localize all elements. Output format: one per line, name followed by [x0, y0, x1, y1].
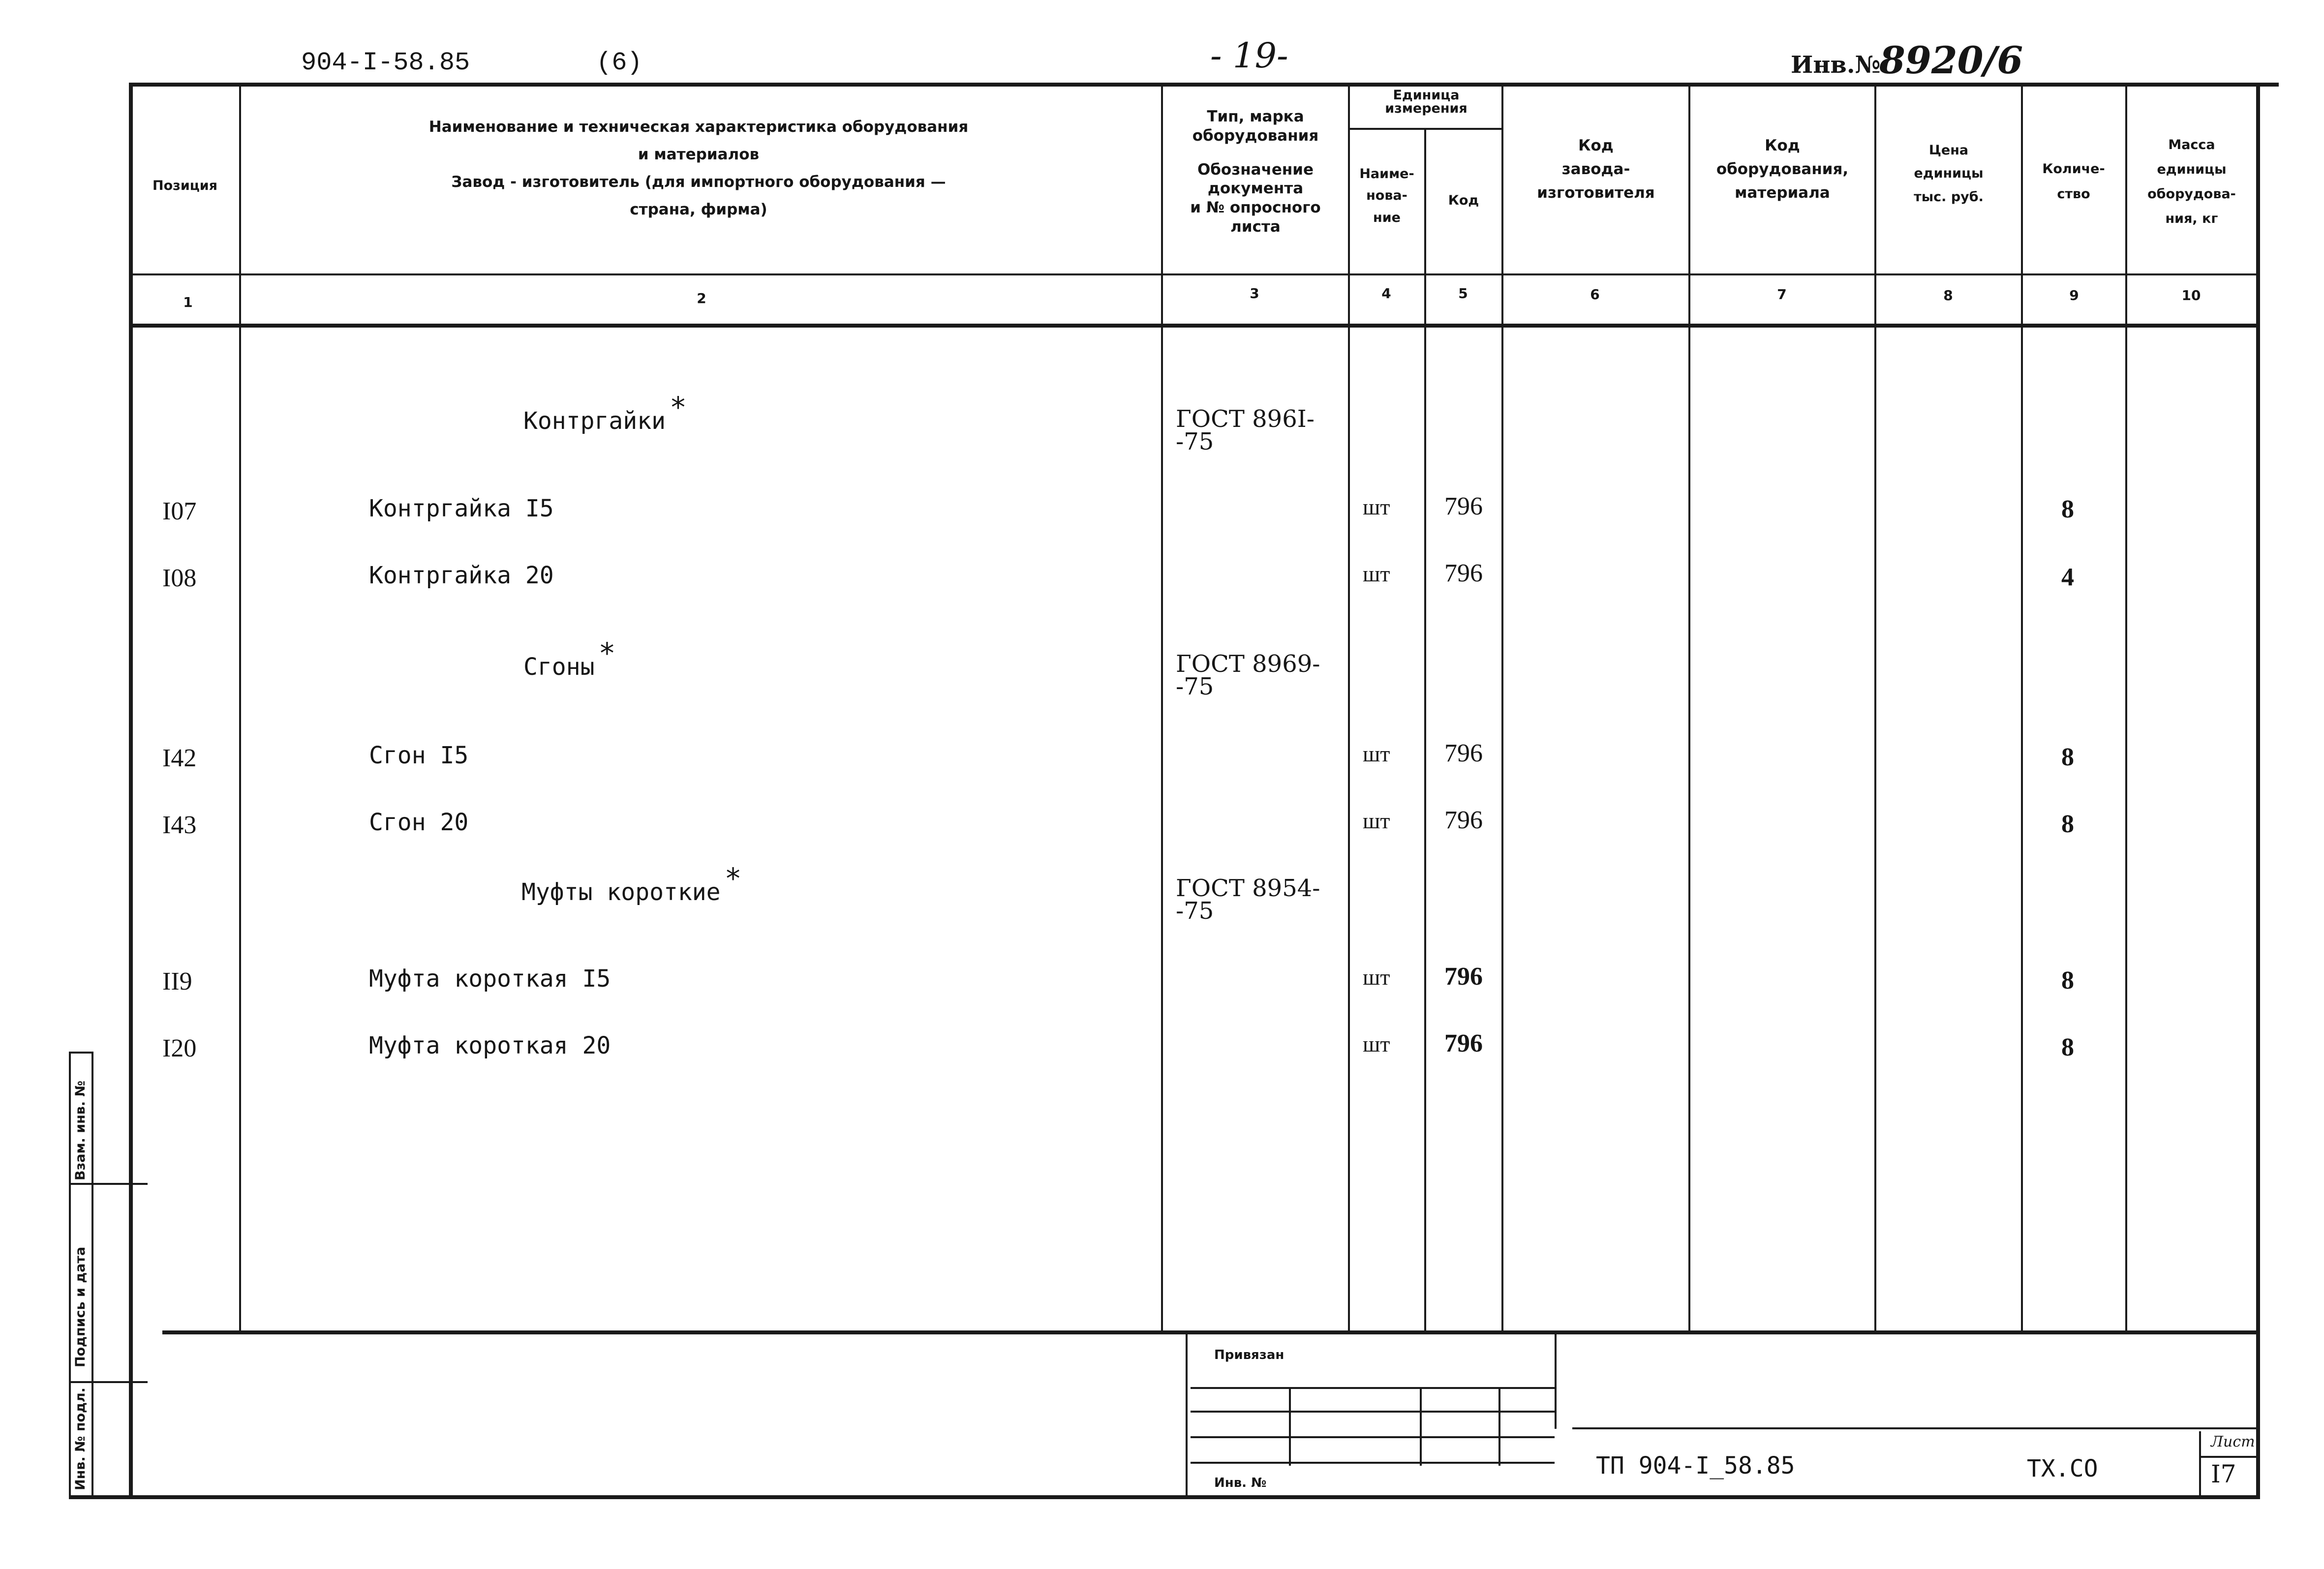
header-quantity [2023, 156, 2124, 207]
stamp-inv-label: Инв. № [1214, 1476, 1267, 1490]
group-heading-nipples [523, 636, 616, 682]
col-sep-3 [1348, 83, 1350, 1332]
header-price-line2: единицы [1914, 166, 1984, 181]
header-type-line1: Тип, марка [1207, 108, 1304, 125]
row-unit: шт [1363, 808, 1390, 833]
header-unit-name [1350, 165, 1424, 227]
header-name-line1: Наименование и техническая характеристика оборудования [428, 118, 969, 136]
row-name: Сгон I5 [369, 742, 469, 769]
header-equipment-code-line2: оборудования, [1716, 160, 1849, 179]
group-mark: * [724, 862, 742, 895]
page-number: - 19- [1210, 35, 1288, 76]
header-name-line4: страна, фирма) [630, 200, 767, 218]
colnum-2: 2 [697, 290, 706, 306]
group-gost-locknuts [1176, 405, 1315, 455]
col-sep-8 [2021, 83, 2023, 1332]
header-position: Позиция [152, 178, 218, 193]
colnum-9: 9 [2069, 287, 2079, 303]
group-gost-couplings [1176, 875, 1320, 925]
header-unit-name-line3: ние [1373, 210, 1401, 225]
header-mass-line4: ния, кг [2165, 211, 2218, 226]
col-sep-4 [1424, 128, 1426, 1332]
colnum-3: 3 [1250, 285, 1259, 302]
header-mass-line2: единицы [2157, 161, 2227, 177]
group-mark: * [669, 391, 687, 424]
frame-top-border [129, 83, 2279, 87]
row-unit-code: 796 [1444, 806, 1483, 834]
doc-part: (6) [596, 48, 642, 77]
group-title: Контргайки [523, 407, 666, 435]
row-quantity: 8 [2061, 743, 2074, 771]
row-position: I42 [162, 744, 197, 772]
gost-line1: ГОСТ 8969- [1176, 650, 1320, 678]
row-name: Муфта короткая I5 [369, 965, 611, 993]
row-unit-code: 796 [1444, 559, 1483, 587]
header-unit-name-line1: Наиме- [1359, 166, 1414, 181]
title-block-line [1572, 1427, 2256, 1429]
col-sep-7 [1874, 83, 1876, 1332]
colnum-bottom-line [129, 324, 2259, 328]
header-name [256, 117, 1141, 220]
gost-line2: -75 [1176, 672, 1214, 700]
colnum-6: 6 [1590, 286, 1600, 302]
frame-bottom-border [69, 1495, 2259, 1499]
header-unit-line2: измерения [1385, 101, 1468, 116]
header-factory-code-line2: завода- [1561, 160, 1630, 179]
stamp-box-right [1555, 1330, 1557, 1429]
header-bottom-line [129, 273, 2259, 275]
header-factory-code-line1: Код [1578, 137, 1614, 154]
row-unit-code: 796 [1444, 963, 1483, 991]
colnum-4: 4 [1381, 285, 1391, 302]
side-strip-sep-2 [69, 1381, 148, 1383]
stamp-cell-sep-2 [1420, 1387, 1422, 1466]
doc-mark: ТХ.СО [2027, 1455, 2098, 1482]
colnum-7: 7 [1777, 286, 1787, 302]
header-factory-code-line3: изготовителя [1537, 184, 1655, 202]
sheet-box-line [2199, 1456, 2258, 1458]
col-sep-9 [2125, 83, 2127, 1332]
col-sep-6 [1688, 83, 1690, 1332]
gost-line2: -75 [1176, 427, 1214, 455]
header-type-line3: Обозначение [1197, 160, 1314, 179]
header-equipment-code-line1: Код [1765, 137, 1800, 154]
colnum-1: 1 [183, 294, 193, 310]
header-name-line2: и материалов [638, 145, 760, 163]
row-name: Сгон 20 [369, 809, 469, 836]
header-mass [2128, 133, 2255, 231]
header-quantity-line2: ство [2057, 186, 2090, 202]
body-bottom-line [162, 1330, 2256, 1334]
row-quantity: 8 [2061, 495, 2074, 523]
side-strip-inner [92, 1052, 93, 1499]
row-unit-code: 796 [1444, 739, 1483, 767]
row-position: I07 [162, 497, 197, 525]
header-unit-code: Код [1448, 193, 1479, 208]
header-name-line3: Завод - изготовитель (для импортного оборудования — [451, 173, 946, 191]
row-unit: шт [1363, 741, 1390, 766]
group-heading-couplings [521, 862, 742, 907]
sheet-label: Лист [2211, 1433, 2255, 1450]
header-type-line5: и № опросного [1190, 199, 1321, 216]
doc-designation: ТП 904-I_58.85 [1596, 1452, 1795, 1479]
side-label-vzam: Взам. инв. № [73, 1080, 88, 1180]
frame-right-border [2256, 83, 2260, 1499]
gost-line1: ГОСТ 896I- [1176, 405, 1315, 433]
col-sep-5 [1501, 83, 1503, 1332]
row-quantity: 8 [2061, 966, 2074, 995]
header-quantity-line1: Количе- [2042, 161, 2105, 177]
stamp-cell-sep-1 [1289, 1387, 1291, 1466]
row-unit: шт [1363, 494, 1390, 519]
row-quantity: 8 [2061, 810, 2074, 838]
header-type [1164, 107, 1347, 237]
inv-label: Инв.№ [1791, 51, 1881, 79]
colnum-8: 8 [1943, 287, 1953, 303]
stamp-cell-sep-3 [1498, 1387, 1500, 1466]
row-unit: шт [1363, 1031, 1390, 1056]
row-unit: шт [1363, 965, 1390, 990]
side-strip-outer [69, 1052, 71, 1499]
header-factory-code [1504, 134, 1687, 205]
header-price [1877, 139, 2020, 209]
row-name: Муфта короткая 20 [369, 1032, 611, 1059]
row-position: I43 [162, 811, 197, 839]
header-price-line3: тыс. руб. [1914, 189, 1984, 205]
gost-line1: ГОСТ 8954- [1176, 875, 1320, 902]
sheet-box-left [2199, 1431, 2201, 1495]
row-name: Контргайка 20 [369, 562, 554, 589]
row-unit-code: 796 [1444, 1029, 1483, 1057]
stamp-bound-label: Привязан [1214, 1348, 1284, 1362]
group-gost-nipples [1176, 650, 1320, 700]
row-position: I20 [162, 1034, 197, 1062]
group-title: Муфты короткие [521, 878, 721, 906]
header-unit-group [1350, 89, 1502, 115]
row-unit: шт [1363, 561, 1390, 586]
side-label-podl: Инв. № подл. [73, 1388, 88, 1490]
header-unit-line1: Единица [1393, 88, 1460, 103]
header-type-line4: документа [1207, 180, 1304, 198]
header-mass-line3: оборудова- [2147, 186, 2236, 202]
group-title: Сгоны [523, 653, 595, 681]
col-sep-1 [239, 83, 241, 1332]
doc-code: 904-I-58.85 [301, 48, 470, 77]
group-heading-locknuts [523, 391, 687, 436]
header-unit-name-line2: нова- [1366, 188, 1407, 204]
row-unit-code: 796 [1444, 492, 1483, 520]
header-mass-line1: Масса [2168, 137, 2215, 152]
side-label-sign: Подпись и дата [73, 1246, 88, 1367]
colnum-5: 5 [1458, 285, 1468, 302]
stamp-box-left [1186, 1333, 1188, 1496]
col-sep-2 [1161, 83, 1163, 1332]
inv-number: 8920/6 [1879, 38, 2023, 82]
frame-left-border [129, 83, 133, 1499]
header-price-line1: Цена [1928, 143, 1969, 158]
header-equipment-code-line3: материала [1735, 184, 1830, 202]
row-name: Контргайка I5 [369, 495, 554, 522]
unit-group-line [1348, 128, 1503, 130]
side-strip-top [69, 1052, 92, 1054]
row-position: II9 [162, 967, 192, 996]
row-position: I08 [162, 564, 197, 592]
gost-line2: -75 [1176, 897, 1214, 925]
row-quantity: 8 [2061, 1033, 2074, 1061]
sheet-number: I7 [2211, 1460, 2236, 1488]
side-strip-sep-1 [69, 1183, 148, 1185]
header-equipment-code [1691, 134, 1873, 205]
header-type-line6: листа [1230, 217, 1281, 236]
row-quantity: 4 [2061, 563, 2074, 591]
colnum-10: 10 [2181, 287, 2201, 303]
group-mark: * [598, 636, 616, 670]
header-type-line2: оборудования [1192, 126, 1319, 145]
